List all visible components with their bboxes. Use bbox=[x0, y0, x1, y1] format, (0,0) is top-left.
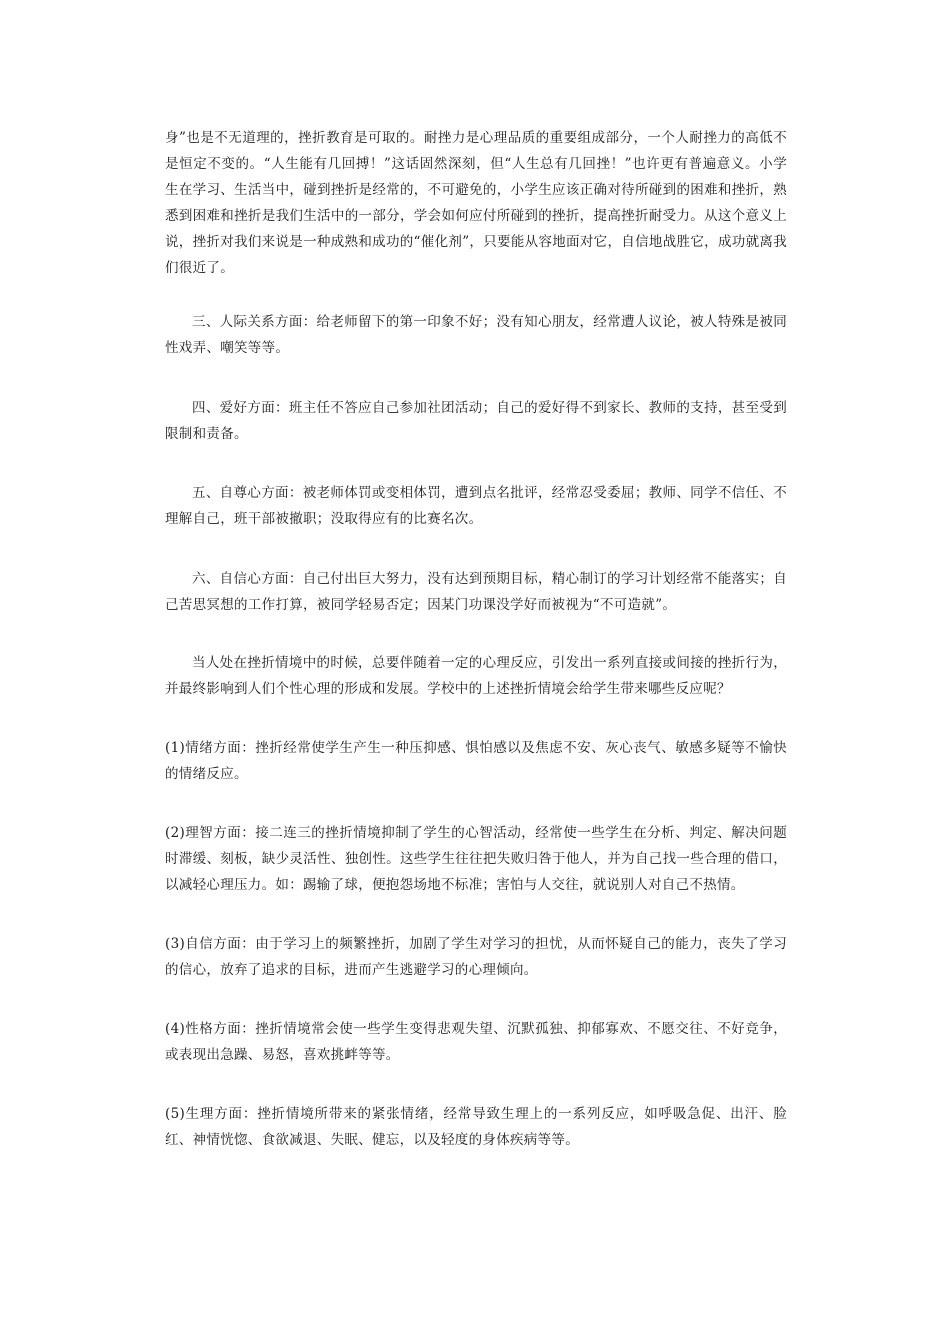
paragraph-interpersonal: 三、人际关系方面：给老师留下的第一印象不好；没有知心朋友，经常遭人议论，被人特殊是被同性戏弄、嘲笑等等。 bbox=[165, 314, 787, 356]
paragraph-self-confidence: 六、自信心方面：自己付出巨大努力，没有达到预期目标，精心制订的学习计划经常不能落实；自己苦思冥想的工作打算，被同学轻易否定；因某门功课没学好而被视为“不可造就”。 bbox=[165, 571, 787, 613]
paragraph-item-confidence: (3)自信方面：由于学习上的频繁挫折，加剧了学生对学习的担忧，从而怀疑自己的能力，丧失了学习的信心，放弃了追求的目标，进而产生逃避学习的心理倾向。 bbox=[165, 936, 787, 978]
paragraph-self-esteem: 五、自尊心方面：被老师体罚或变相体罚，遭到点名批评，经常忍受委屈；教师、同学不信任、不理解自己，班干部被撤职；没取得应有的比赛名次。 bbox=[165, 485, 787, 527]
paragraph-hobby: 四、爱好方面：班主任不答应自己参加社团活动；自己的爱好得不到家长、教师的支持，甚至受到限制和责备。 bbox=[165, 400, 787, 442]
paragraph-reaction-intro: 当人处在挫折情境中的时候，总要伴随着一定的心理反应，引发出一系列直接或间接的挫折行为，并最终影响到人们个性心理的形成和发展。学校中的上述挫折情境会给学生带来哪些反应呢？ bbox=[165, 655, 787, 697]
paragraph-item-intellect: (2)理智方面：接二连三的挫折情境抑制了学生的心智活动，经常使一些学生在分析、判定、解决问题时滞缓、刻板，缺少灵活性、独创性。这些学生往往把失败归咎于他人，并为自己找一些合理的借口，以减轻心理压力。如：踢输了球，便抱怨场地不标准；害怕与人交往，就说别人对自己不热情。 bbox=[165, 825, 787, 893]
paragraph-item-physiology: (5)生理方面：挫折情境所带来的紧张情绪，经常导致生理上的一系列反应，如呼吸急促、出汗、脸红、神情恍惚、食欲减退、失眠、健忘，以及轻度的身体疾病等等。 bbox=[165, 1106, 787, 1148]
paragraph-intro-continuation: 身”也是不无道理的，挫折教育是可取的。耐挫力是心理品质的重要组成部分，一个人耐挫力的高低不是恒定不变的。“人生能有几回搏！”这话固然深刻，但“人生总有几回挫！”也许更有普遍意义。小学生在学习、生活当中，碰到挫折是经常的，不可避免的，小学生应该正确对待所碰到的困难和挫折，熟悉到困难和挫折是我们生活中的一部分，学会如何应付所碰到的挫折，提高挫折耐受力。从这个意义上说，挫折对我们来说是一种成熟和成功的“催化剂”，只要能从容地面对它，自信地战胜它，成功就离我们很近了。 bbox=[165, 130, 787, 276]
paragraph-item-emotion: (1)情绪方面：挫折经常使学生产生一种压抑感、惧怕感以及焦虑不安、灰心丧气、敏感多疑等不愉快的情绪反应。 bbox=[165, 740, 787, 782]
paragraph-item-personality: (4)性格方面：挫折情境常会使一些学生变得悲观失望、沉默孤独、抑郁寡欢、不愿交往、不好竞争，或表现出急躁、易怒，喜欢挑衅等等。 bbox=[165, 1021, 787, 1063]
